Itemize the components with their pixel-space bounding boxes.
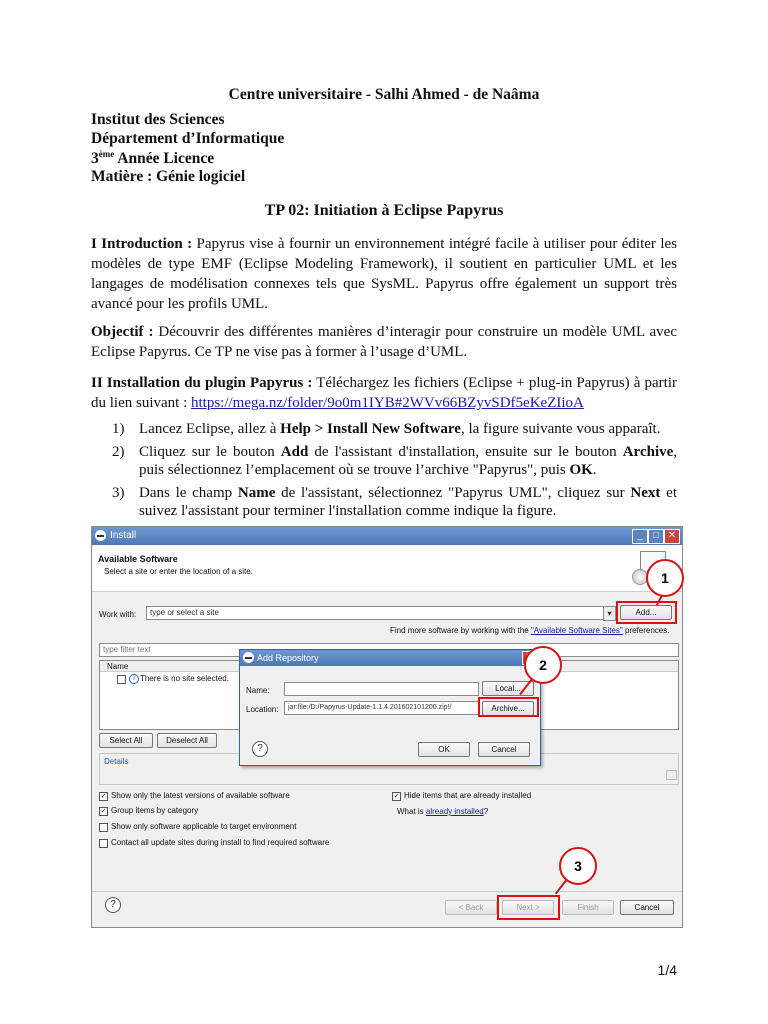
step-text-part: de l'assistant d'installation, ensuite sur le bouton bbox=[308, 444, 623, 460]
university-name: Centre universitaire - Salhi Ahmed - de Naâma bbox=[228, 86, 540, 103]
select-all-button[interactable]: Select All bbox=[99, 733, 153, 748]
step-text bbox=[139, 420, 677, 438]
objective-text: Découvrir des différentes manières d’interagir pour construire un modèle UML avec Eclipse Papyrus. Ce TP ne vise pas à former à l’usage d’UML. bbox=[91, 324, 677, 360]
year-superscript: ème bbox=[98, 149, 115, 159]
name-column-header[interactable]: Name bbox=[107, 662, 129, 671]
next-button-highlight bbox=[497, 895, 560, 920]
option-latest-label: Show only the latest versions of available software bbox=[111, 791, 290, 800]
step-text-part: , la figure suivante vous apparaît. bbox=[460, 421, 661, 437]
page-number: 1/4 bbox=[657, 962, 677, 978]
details-label: Details bbox=[104, 757, 129, 766]
available-sites-link[interactable]: "Available Software Sites" bbox=[530, 626, 623, 635]
step-text-part: , puis sélectionnez l’emplacement où se trouve l’archive "Papyrus", puis bbox=[139, 444, 678, 478]
step-text-part: Lancez Eclipse, allez à bbox=[139, 421, 281, 437]
work-with-label: Work with: bbox=[99, 610, 137, 619]
intro-heading: I Introduction : bbox=[91, 236, 193, 252]
filter-input[interactable]: type filter text bbox=[99, 643, 679, 657]
repository-name-input[interactable] bbox=[284, 682, 479, 696]
year-number: 3 bbox=[91, 150, 99, 168]
eclipse-icon bbox=[243, 652, 254, 663]
step-text-part: et suivez l'assistant pour terminer l'installation comme indique la figure. bbox=[139, 485, 677, 519]
already-installed-link[interactable]: already installed bbox=[425, 807, 484, 816]
what-is-suffix: ? bbox=[483, 807, 489, 816]
repository-location-input[interactable]: jar:file:/D:/Papyrus-Update-1.1.4.201602101200.zip!/ bbox=[284, 701, 479, 715]
next-button[interactable]: Next > bbox=[502, 900, 554, 915]
step-text bbox=[139, 484, 677, 520]
work-with-combo[interactable]: type or select a site bbox=[146, 606, 609, 620]
back-button[interactable]: < Back bbox=[445, 900, 497, 915]
info-icon: i bbox=[129, 674, 139, 684]
what-is-installed bbox=[397, 807, 488, 816]
step-text-part: . bbox=[592, 462, 597, 478]
find-more-text bbox=[390, 626, 669, 635]
install-text: Téléchargez les fichiers (Eclipse + plug-in Papyrus) à partir du lien suivant : bbox=[91, 375, 677, 411]
install-paragraph bbox=[91, 373, 677, 413]
intro-paragraph bbox=[91, 234, 677, 314]
option-contact-label: Contact all update sites during install to find required software bbox=[111, 838, 330, 847]
install-header-area bbox=[92, 545, 682, 592]
dialog-name-label: Name: bbox=[246, 686, 270, 695]
option-checkbox-group[interactable]: ✓ bbox=[100, 808, 107, 815]
objective-heading: Objectif : bbox=[91, 324, 154, 340]
hide-installed-checkbox[interactable]: ✓ bbox=[393, 793, 400, 800]
callout-1: 1 bbox=[646, 559, 684, 597]
step-text-part: Dans le champ bbox=[139, 485, 238, 501]
option-group-label: Group items by category bbox=[111, 806, 199, 815]
install-cancel-button[interactable]: Cancel bbox=[620, 900, 674, 915]
dialog-location-label: Location: bbox=[246, 705, 279, 714]
minimize-button[interactable]: _ bbox=[632, 529, 648, 544]
find-more-suffix: preferences. bbox=[622, 626, 670, 635]
callout-3: 3 bbox=[559, 847, 597, 885]
option-checkbox-target[interactable] bbox=[99, 823, 108, 832]
find-more-prefix: Find more software by working with the bbox=[390, 626, 531, 635]
objective-paragraph bbox=[91, 322, 677, 362]
available-software-title: Available Software bbox=[98, 554, 178, 564]
step-text-part: de l'assistant, sélectionnez "Papyrus UML", cliquez sur bbox=[275, 485, 631, 501]
dialog-titlebar bbox=[240, 650, 540, 666]
option-checkbox-contact[interactable] bbox=[99, 839, 108, 848]
step-text-bold: Archive bbox=[622, 444, 674, 460]
add-button[interactable]: Add... bbox=[620, 605, 672, 620]
what-is-prefix: What is bbox=[397, 807, 426, 816]
maximize-button[interactable]: □ bbox=[648, 529, 664, 544]
step-text-bold: Name bbox=[237, 485, 276, 501]
document-title: TP 02: Initiation à Eclipse Papyrus bbox=[264, 202, 504, 219]
footer-divider bbox=[92, 891, 682, 892]
local-button[interactable]: Local... bbox=[482, 681, 534, 696]
archive-button[interactable]: Archive... bbox=[482, 701, 534, 716]
dialog-cancel-button[interactable]: Cancel bbox=[478, 742, 530, 757]
step-number: 3) bbox=[112, 485, 125, 501]
step-text-bold: Next bbox=[630, 485, 661, 501]
hide-installed-label: Hide items that are already installed bbox=[404, 791, 532, 800]
step-number: 2) bbox=[112, 444, 125, 460]
chevron-down-icon[interactable]: ▾ bbox=[603, 606, 616, 621]
add-button-highlight bbox=[616, 601, 677, 624]
dialog-title: Add Repository bbox=[257, 653, 319, 663]
step-text bbox=[139, 443, 677, 479]
install-window-title: Install bbox=[110, 530, 137, 541]
step-text-bold: OK bbox=[569, 462, 593, 478]
step-number: 1) bbox=[112, 421, 125, 437]
no-site-text: There is no site selected. bbox=[140, 674, 229, 683]
option-checkbox-latest[interactable]: ✓ bbox=[100, 793, 107, 800]
intro-text: Papyrus vise à fournir un environnement intégré facile à utiliser pour éditer les modèles de type EMF (Eclipse Modeling Framework), il soutient en particulier UML et les langages de modélisation connexes tels que SysML. Papyrus offre également un support très avancé pour les profils UML. bbox=[91, 236, 677, 312]
year-line bbox=[91, 149, 214, 168]
institute-name: Institut des Sciences bbox=[91, 111, 225, 128]
details-scrollbar[interactable] bbox=[666, 770, 677, 780]
help-icon[interactable]: ? bbox=[105, 897, 121, 913]
dialog-help-icon[interactable]: ? bbox=[252, 741, 268, 757]
dialog-ok-button[interactable]: OK bbox=[418, 742, 470, 757]
archive-button-highlight bbox=[478, 697, 539, 717]
site-checkbox[interactable] bbox=[117, 675, 126, 684]
department-name: Département d’Informatique bbox=[91, 130, 285, 147]
install-heading: II Installation du plugin Papyrus : bbox=[91, 375, 313, 391]
step-text-part: Cliquez sur le bouton bbox=[139, 444, 281, 460]
option-target-label: Show only software applicable to target environment bbox=[111, 822, 297, 831]
deselect-all-button[interactable]: Deselect All bbox=[157, 733, 217, 748]
finish-button[interactable]: Finish bbox=[562, 900, 614, 915]
step-text-bold: Help > Install New Software bbox=[280, 421, 461, 437]
step-text-bold: Add bbox=[280, 444, 309, 460]
close-button[interactable]: ✕ bbox=[664, 529, 680, 544]
install-window-titlebar bbox=[92, 527, 682, 545]
callout-2: 2 bbox=[524, 646, 562, 684]
available-software-desc: Select a site or enter the location of a site. bbox=[104, 567, 253, 576]
download-link[interactable]: https://mega.nz/folder/9o0m1IYB#2WVv66BZyvSDf5eKeZIioA bbox=[191, 395, 584, 411]
eclipse-icon bbox=[95, 530, 106, 541]
year-text: Année Licence bbox=[114, 150, 215, 168]
subject-line: Matière : Génie logiciel bbox=[91, 168, 246, 185]
